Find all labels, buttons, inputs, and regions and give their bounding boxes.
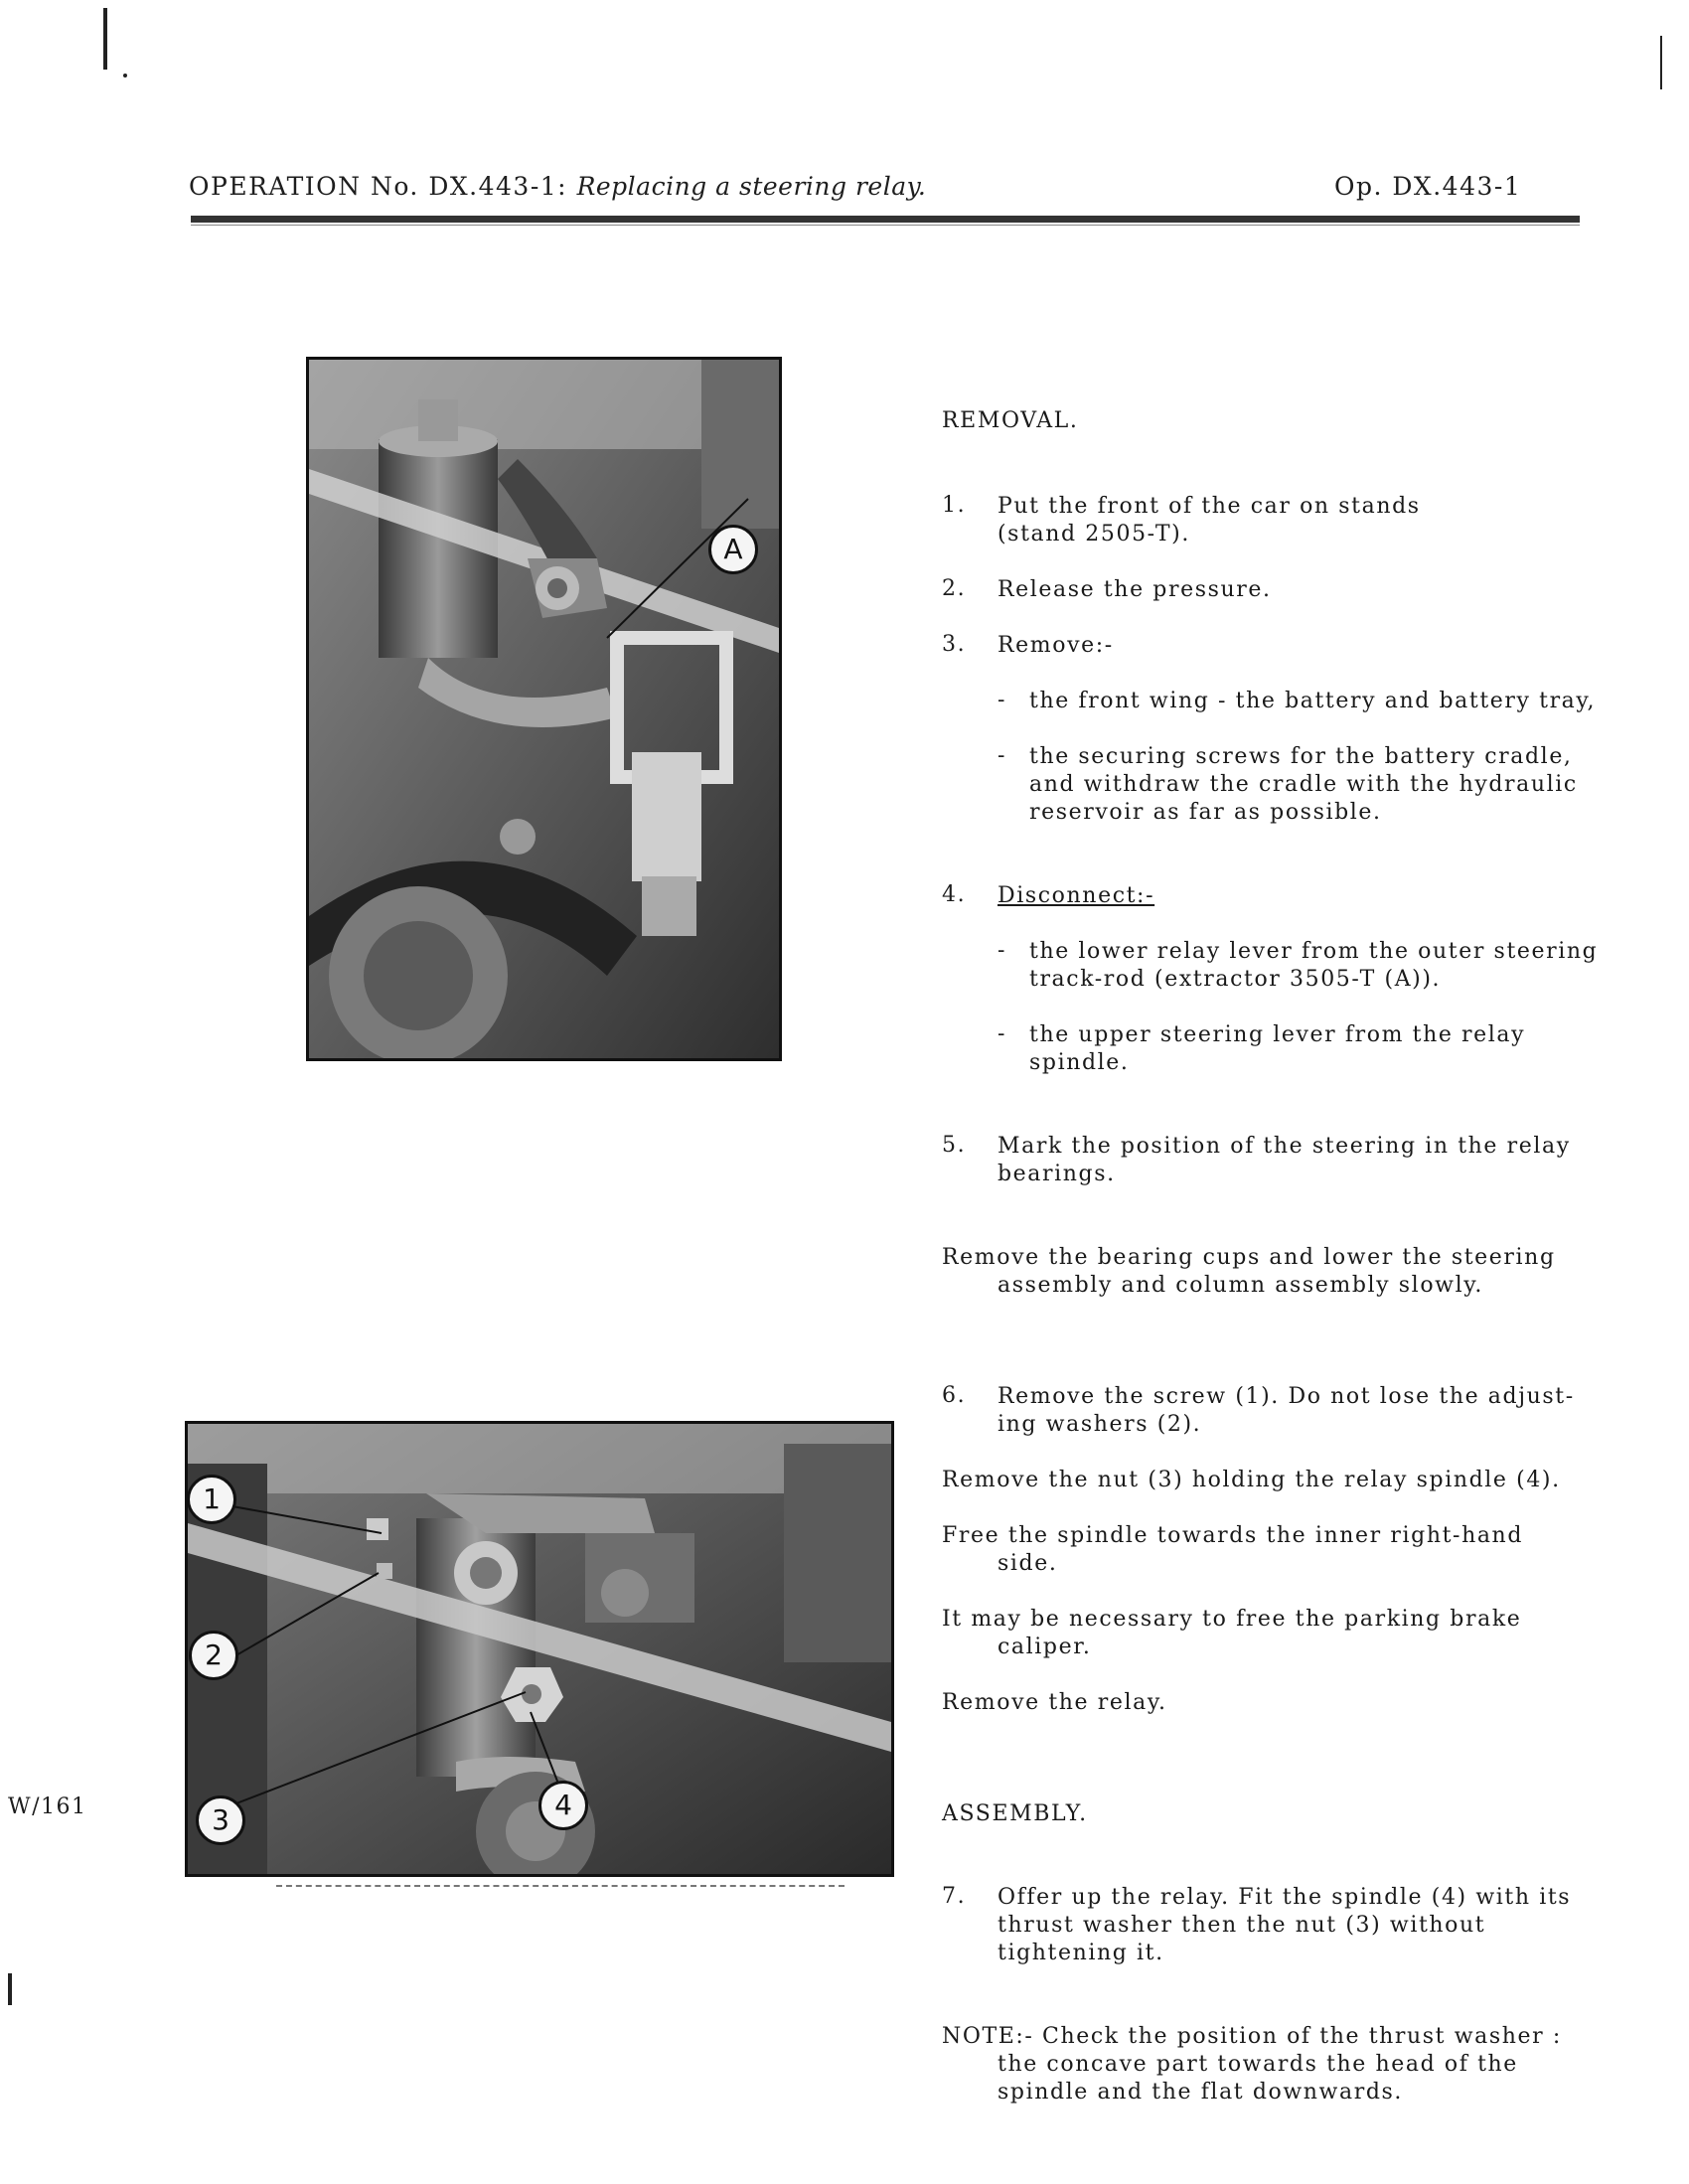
- header-rule: [191, 216, 1580, 223]
- disconnect-item-2-line-2: spindle.: [1029, 1050, 1130, 1075]
- side-page-code: W/161: [8, 1794, 87, 1819]
- parking-brake-line-1: It may be necessary to free the parking brake: [942, 1607, 1522, 1632]
- operation-label: OPERATION No. DX.443-1:: [189, 172, 568, 201]
- step-7-number: 7.: [942, 1884, 967, 1909]
- step-5-line-2: bearings.: [998, 1162, 1116, 1186]
- step-1-line-2: (stand 2505-T).: [998, 522, 1190, 546]
- callout-4: 4: [538, 1781, 588, 1830]
- disconnect-item-2-dash: -: [998, 1021, 1007, 1046]
- disconnect-item-1-line-1: the lower relay lever from the outer steering: [1029, 939, 1599, 964]
- disconnect-item-1-dash: -: [998, 938, 1007, 963]
- removal-heading: REMOVAL.: [942, 408, 1079, 433]
- step-2-number: 2.: [942, 576, 967, 601]
- remove-item-1-dash: -: [998, 688, 1007, 712]
- step-7-line-1: Offer up the relay. Fit the spindle (4) with its: [998, 1885, 1572, 1910]
- callout-a: A: [708, 525, 758, 574]
- scan-mark-right: [1660, 36, 1662, 89]
- step-6-line-2: ing washers (2).: [998, 1412, 1202, 1437]
- step-4-label: Disconnect:-: [998, 883, 1155, 908]
- step-4-number: 4.: [942, 882, 967, 907]
- free-spindle-line-2: side.: [998, 1551, 1058, 1576]
- scan-mark-dot: [123, 74, 127, 78]
- scan-mark-bottom-left: [8, 1973, 12, 2005]
- header-rule-thin: [191, 225, 1580, 226]
- remove-item-1-line-1: the front wing - the battery and battery tray,: [1029, 689, 1597, 713]
- free-spindle-line-1: Free the spindle towards the inner right-hand: [942, 1523, 1524, 1548]
- remove-item-2-line-1: the securing screws for the battery cradle,: [1029, 744, 1573, 769]
- step-1-line-1: Put the front of the car on stands: [998, 494, 1421, 519]
- operation-title: Replacing a steering relay.: [576, 172, 927, 201]
- bearing-cups-line-1: Remove the bearing cups and lower the steering: [942, 1245, 1556, 1270]
- callout-2: 2: [189, 1631, 238, 1680]
- remove-nut-text: Remove the nut (3) holding the relay spindle (4).: [942, 1468, 1561, 1492]
- step-6-number: 6.: [942, 1383, 967, 1408]
- photo-steering-relay-extractor: [306, 357, 782, 1061]
- remove-item-2-dash: -: [998, 743, 1007, 768]
- scan-mark-left: [103, 8, 107, 70]
- step-6-line-1: Remove the screw (1). Do not lose the adjust-: [998, 1384, 1575, 1409]
- remove-relay-text: Remove the relay.: [942, 1690, 1167, 1715]
- callout-3: 3: [196, 1795, 245, 1845]
- disconnect-item-2-line-1: the upper steering lever from the relay: [1029, 1022, 1526, 1047]
- parking-brake-line-2: caliper.: [998, 1635, 1092, 1659]
- step-3-line-1: Remove:-: [998, 633, 1114, 658]
- assembly-heading: ASSEMBLY.: [942, 1801, 1088, 1826]
- remove-item-2-line-2: and withdraw the cradle with the hydraulic: [1029, 772, 1578, 797]
- operation-ref: Op. DX.443-1: [1334, 172, 1522, 201]
- disconnect-item-1-line-2: track-rod (extractor 3505-T (A)).: [1029, 967, 1442, 992]
- note-line-3: spindle and the flat downwards.: [998, 2080, 1403, 2105]
- step-2-line-1: Release the pressure.: [998, 577, 1272, 602]
- note-line-2: the concave part towards the head of the: [998, 2052, 1518, 2077]
- step-7-line-2: thrust washer then the nut (3) without: [998, 1913, 1486, 1938]
- note-line-1: NOTE:- Check the position of the thrust washer :: [942, 2024, 1562, 2049]
- step-5-line-1: Mark the position of the steering in the relay: [998, 1134, 1571, 1159]
- step-1-number: 1.: [942, 493, 967, 518]
- step-5-number: 5.: [942, 1133, 967, 1158]
- callout-1: 1: [187, 1475, 236, 1524]
- photo-b-dashed-rule: [276, 1885, 844, 1887]
- remove-item-2-line-3: reservoir as far as possible.: [1029, 800, 1382, 825]
- operation-header: [189, 172, 926, 201]
- step-3-number: 3.: [942, 632, 967, 657]
- photo-a-illustration: [309, 360, 779, 1058]
- step-7-line-3: tightening it.: [998, 1941, 1164, 1965]
- bearing-cups-line-2: assembly and column assembly slowly.: [998, 1273, 1483, 1298]
